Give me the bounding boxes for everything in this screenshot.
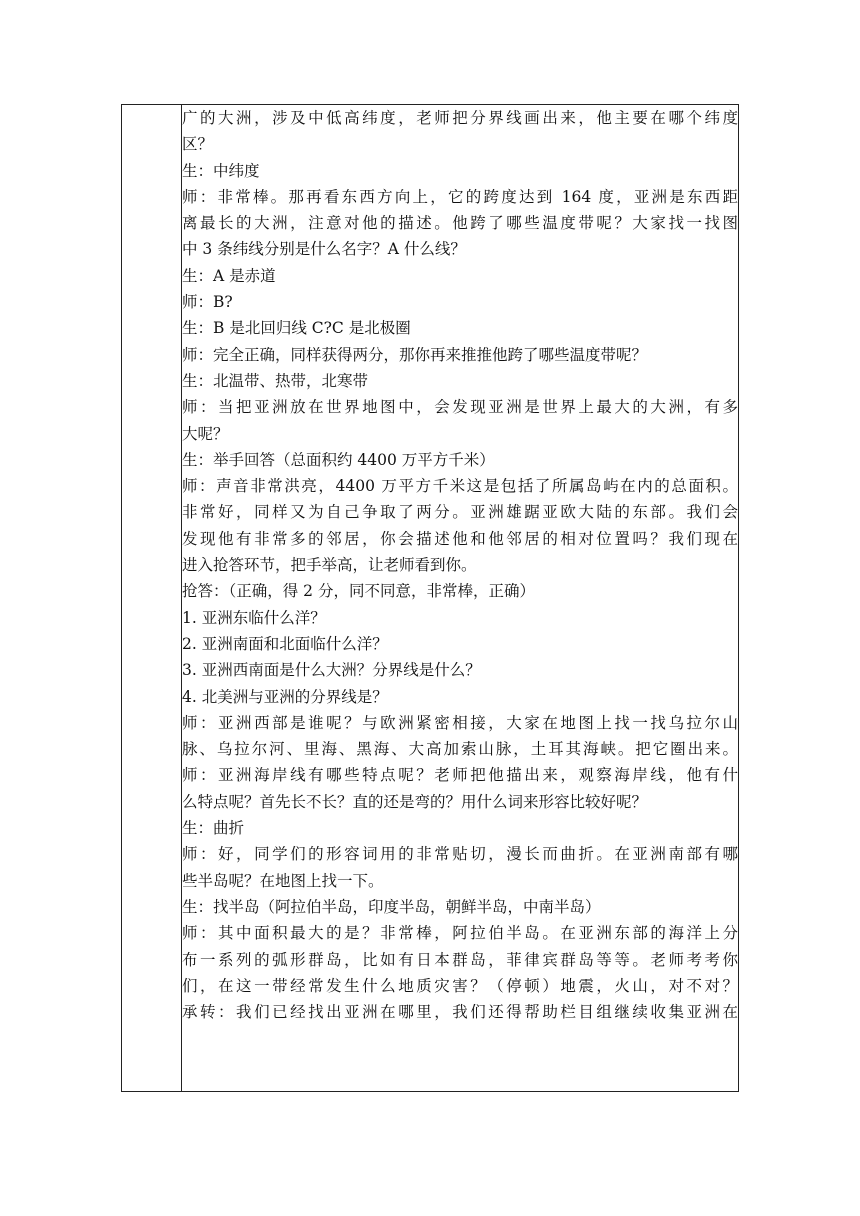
text-line: 生：中纬度 <box>182 161 260 180</box>
text-line: 布一系列的弧形群岛，比如有日本群岛，菲律宾群岛等等。老师考考你 <box>182 950 738 969</box>
text-line: 师：当把亚洲放在世界地图中，会发现亚洲是世界上最大的大洲，有多 <box>182 398 738 417</box>
text-line: 非常好，同样又为自己争取了两分。亚洲雄踞亚欧大陆的东部。我们会 <box>182 503 738 522</box>
text-line: 师：其中面积最大的是？非常棒，阿拉伯半岛。在亚洲东部的海洋上分 <box>182 924 738 943</box>
text-line: 4. 北美洲与亚洲的分界线是？ <box>182 687 388 706</box>
text-line: 1. 亚洲东临什么洋？ <box>182 608 326 627</box>
left-empty-cell <box>122 105 182 1092</box>
text-line: 3. 亚洲西南面是什么大洲？分界线是什么？ <box>182 661 481 680</box>
text-line: 2. 亚洲南面和北面临什么洋？ <box>182 634 388 653</box>
text-line: 师：完全正确，同样获得两分，那你再来推推他跨了哪些温度带呢？ <box>182 345 648 364</box>
text-line: 师：声音非常洪亮，4400 万平方千米这是包括了所属岛屿在内的总面积。 <box>182 477 738 496</box>
lesson-table <box>121 104 739 1092</box>
text-line: 师：亚洲海岸线有哪些特点呢？老师把他描出来，观察海岸线，他有什 <box>182 766 738 785</box>
text-line: 师：好，同学们的形容词用的非常贴切，漫长而曲折。在亚洲南部有哪 <box>182 845 738 864</box>
text-line: 些半岛呢？在地图上找一下。 <box>182 871 384 890</box>
text-line: 区？ <box>182 135 214 154</box>
text-line: 们，在这一带经常发生什么地质灾害？（停顿）地震，火山，对不对？ <box>182 976 738 995</box>
lesson-text <box>182 105 738 1025</box>
text-line: 大呢？ <box>182 424 229 443</box>
text-line: 师：非常棒。那再看东西方向上，它的跨度达到 164 度，亚洲是东西距 <box>182 187 738 206</box>
text-line: 脉、乌拉尔河、里海、黑海、大高加索山脉，土耳其海峡。把它圈出来。 <box>182 740 738 759</box>
lesson-content-cell <box>182 105 739 1092</box>
text-line: 中 3 条纬线分别是什么名字？A 什么线？ <box>182 240 466 259</box>
text-line: 生：曲折 <box>182 819 245 838</box>
text-line: 进入抢答环节，把手举高，让老师看到你。 <box>182 556 477 575</box>
text-line: 师：B? <box>182 293 233 312</box>
text-line: 发现他有非常多的邻居，你会描述他和他邻居的相对位置吗？我们现在 <box>182 529 738 548</box>
text-line: 么特点呢？首先长不长？直的还是弯的？用什么词来形容比较好呢？ <box>182 792 648 811</box>
text-line: 离最长的大洲，注意对他的描述。他跨了哪些温度带呢？大家找一找图 <box>182 214 738 233</box>
text-line: 生：举手回答（总面积约 4400 万平方千米） <box>182 450 495 469</box>
text-line: 广的大洲，涉及中低高纬度，老师把分界线画出来，他主要在哪个纬度 <box>182 109 738 127</box>
text-line: 生：A 是赤道 <box>182 266 276 285</box>
text-line: 生：北温带、热带，北寒带 <box>182 371 369 390</box>
text-line: 承转：我们已经找出亚洲在哪里，我们还得帮助栏目组继续收集亚洲在 <box>182 1003 738 1022</box>
text-line: 师：亚洲西部是谁呢？与欧洲紧密相接，大家在地图上找一找乌拉尔山 <box>182 713 738 732</box>
text-line: 抢答：（正确，得 2 分，同不同意，非常棒，正确） <box>182 582 535 601</box>
text-line: 生：B 是北回归线 C?C 是北极圈 <box>182 319 411 338</box>
text-line: 生：找半岛（阿拉伯半岛，印度半岛，朝鲜半岛，中南半岛） <box>182 897 601 916</box>
